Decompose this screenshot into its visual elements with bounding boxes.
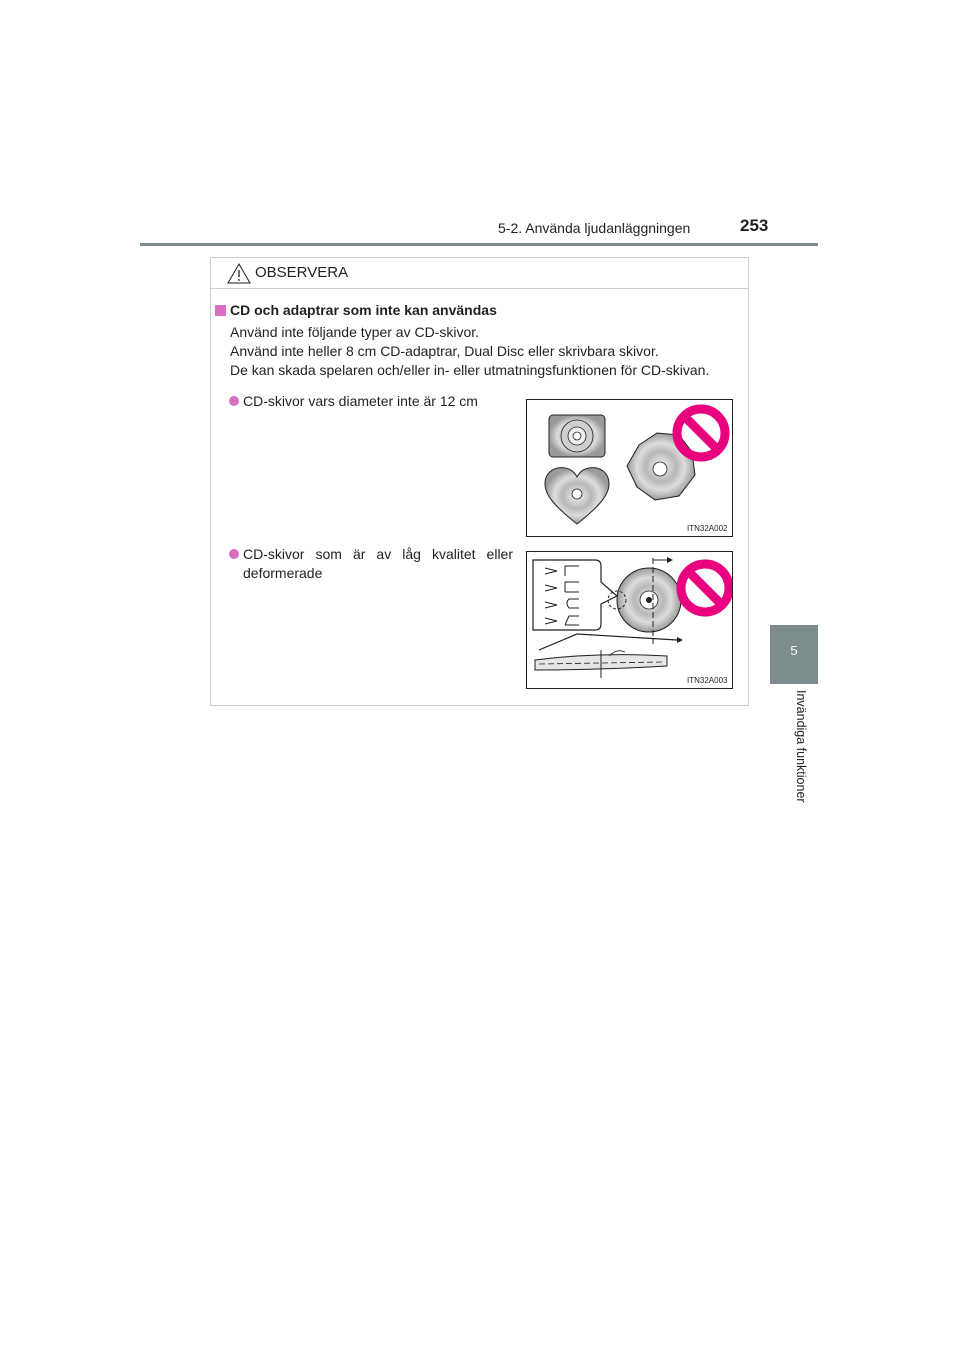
bullet-dot-icon bbox=[229, 549, 239, 559]
paragraph-line: Använd inte heller 8 cm CD-adaptrar, Dual Disc eller skrivbara skivor. bbox=[230, 343, 659, 359]
paragraph-line: De kan skada spelaren och/eller in- eller utmatningsfunktionen för CD-skivan. bbox=[230, 362, 710, 378]
section-marker-icon bbox=[215, 305, 226, 316]
chapter-title: Invändiga funktioner bbox=[794, 690, 808, 803]
section-title: CD och adaptrar som inte kan användas bbox=[230, 302, 497, 318]
caution-box-header bbox=[211, 258, 748, 289]
warning-triangle-icon bbox=[227, 263, 251, 284]
figure-code: ITN32A002 bbox=[687, 524, 728, 533]
bullet-line: CD-skivor vars diameter inte är 12 cm bbox=[243, 393, 478, 409]
header-section-title: 5-2. Använda ljudanläggningen bbox=[498, 220, 691, 236]
deformed-cd-illustration-icon bbox=[527, 552, 732, 688]
chapter-number: 5 bbox=[790, 643, 798, 658]
page-number: 253 bbox=[740, 216, 769, 235]
chapter-tab bbox=[770, 625, 818, 684]
figure-nonstandard-cd bbox=[526, 399, 733, 537]
figure-deformed-cd bbox=[526, 551, 733, 689]
bullet-line: deformerade bbox=[243, 565, 323, 581]
caution-box bbox=[210, 257, 749, 706]
bullet-dot-icon bbox=[229, 396, 239, 406]
figure-code: ITN32A003 bbox=[687, 676, 728, 685]
nonstandard-cd-shapes-illustration-icon bbox=[527, 400, 732, 536]
bullet-line: CD-skivor som är av låg kvalitet eller bbox=[243, 546, 513, 562]
paragraph-line: Använd inte följande typer av CD-skivor. bbox=[230, 324, 480, 340]
bullet-item-text bbox=[243, 545, 513, 583]
bullet-item-text bbox=[243, 392, 513, 411]
header-rule bbox=[140, 243, 818, 246]
caution-box-title: OBSERVERA bbox=[255, 264, 349, 281]
